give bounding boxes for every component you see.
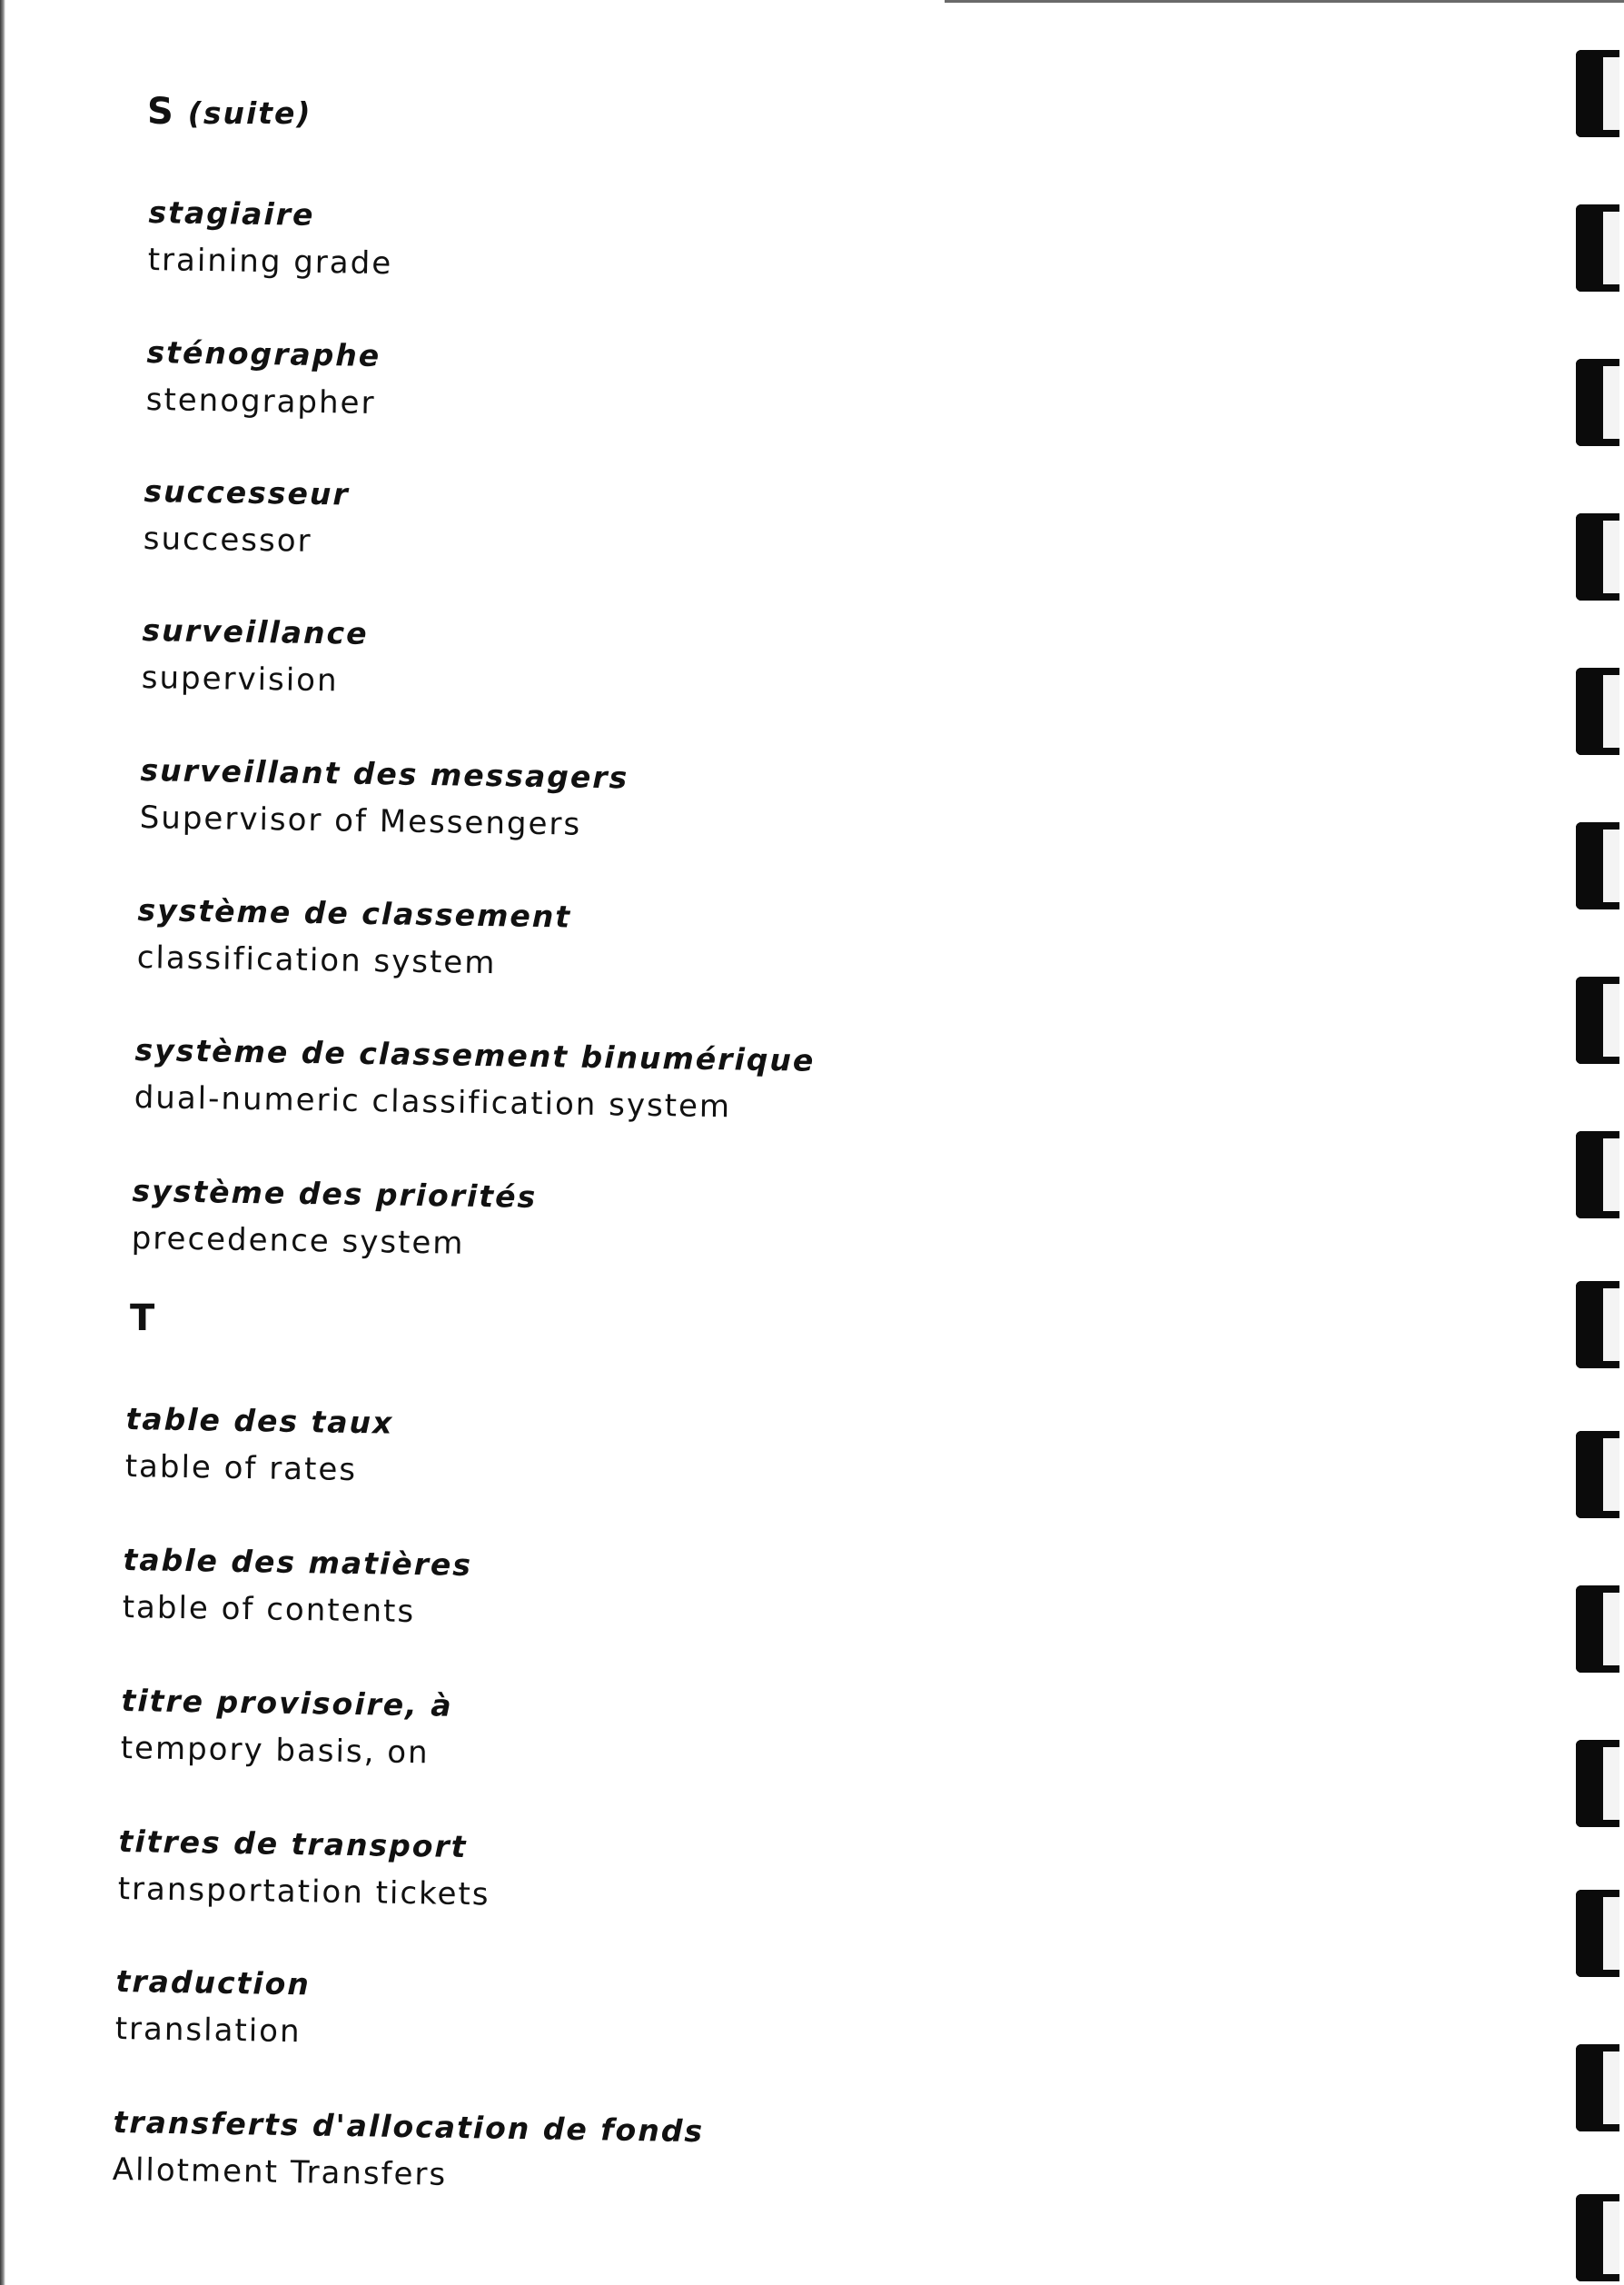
binding-ring [1576, 1585, 1619, 1673]
english-term: supervision [141, 659, 339, 700]
binding-ring [1576, 513, 1619, 601]
english-term: translation [114, 2010, 302, 2051]
binding-ring [1576, 50, 1619, 137]
french-term: table des taux [125, 1400, 394, 1441]
english-term: successor [143, 520, 312, 560]
french-term: système des priorités [132, 1172, 538, 1215]
section-heading-s [147, 91, 312, 133]
binding-ring [1576, 668, 1619, 755]
glossary-entry [143, 468, 350, 566]
binding-ring [1576, 822, 1619, 909]
glossary-entry [114, 1958, 311, 2055]
glossary-entry [141, 607, 369, 705]
glossary-entry [134, 1027, 815, 1132]
glossary-entry [139, 747, 629, 849]
section-suffix: (suite) [187, 95, 312, 131]
section-letter: T [130, 1297, 156, 1339]
binding-ring [1576, 1890, 1619, 1977]
english-term: dual-numeric classification system [134, 1078, 732, 1126]
glossary-entry [120, 1677, 453, 1777]
binding-ring [1576, 1131, 1619, 1218]
english-term: tempory basis, on [120, 1729, 430, 1772]
french-term: traduction [115, 1962, 312, 2002]
english-term: transportation tickets [117, 1870, 490, 1913]
binding-ring [1576, 204, 1619, 292]
english-term: table of contents [122, 1588, 416, 1631]
french-term: surveillant des messagers [140, 751, 629, 796]
english-term: table of rates [124, 1447, 358, 1488]
english-term: classification system [136, 939, 497, 982]
french-term: transferts d'allocation de fonds [113, 2103, 705, 2150]
english-term: training grade [147, 241, 393, 283]
english-term: Allotment Transfers [112, 2151, 448, 2193]
english-term: Supervisor of Messengers [139, 799, 582, 843]
french-term: table des matières [123, 1541, 473, 1584]
binding-ring [1576, 2194, 1619, 2281]
french-term: stagiaire [148, 194, 315, 233]
french-term: sténographe [146, 333, 381, 374]
spiral-binding [1576, 0, 1624, 2285]
glossary-entry [136, 887, 571, 988]
binding-ring [1576, 2044, 1619, 2131]
english-term: precedence system [131, 1219, 465, 1262]
glossary-entry [122, 1536, 472, 1636]
french-term: successeur [144, 472, 350, 512]
glossary-entry [145, 329, 381, 427]
section-heading-t [130, 1297, 155, 1339]
french-term: système de classement [137, 891, 572, 935]
glossary-entry [112, 2099, 704, 2202]
french-term: titres de transport [118, 1823, 468, 1865]
binding-ring [1576, 1281, 1619, 1368]
binding-ring [1576, 359, 1619, 446]
binding-ring [1576, 977, 1619, 1064]
binding-ring [1576, 1740, 1619, 1827]
glossary-entry [131, 1167, 537, 1268]
english-term: stenographer [145, 381, 376, 422]
french-term: surveillance [142, 611, 369, 651]
french-term: système de classement binumérique [134, 1031, 816, 1078]
french-term: titre provisoire, à [121, 1682, 453, 1724]
page-top-edge [945, 0, 1624, 3]
section-letter: S [147, 91, 174, 133]
glossary-entry [147, 189, 393, 287]
binding-ring [1576, 1431, 1619, 1518]
glossary-entry [117, 1818, 490, 1918]
glossary-entry [124, 1396, 393, 1495]
